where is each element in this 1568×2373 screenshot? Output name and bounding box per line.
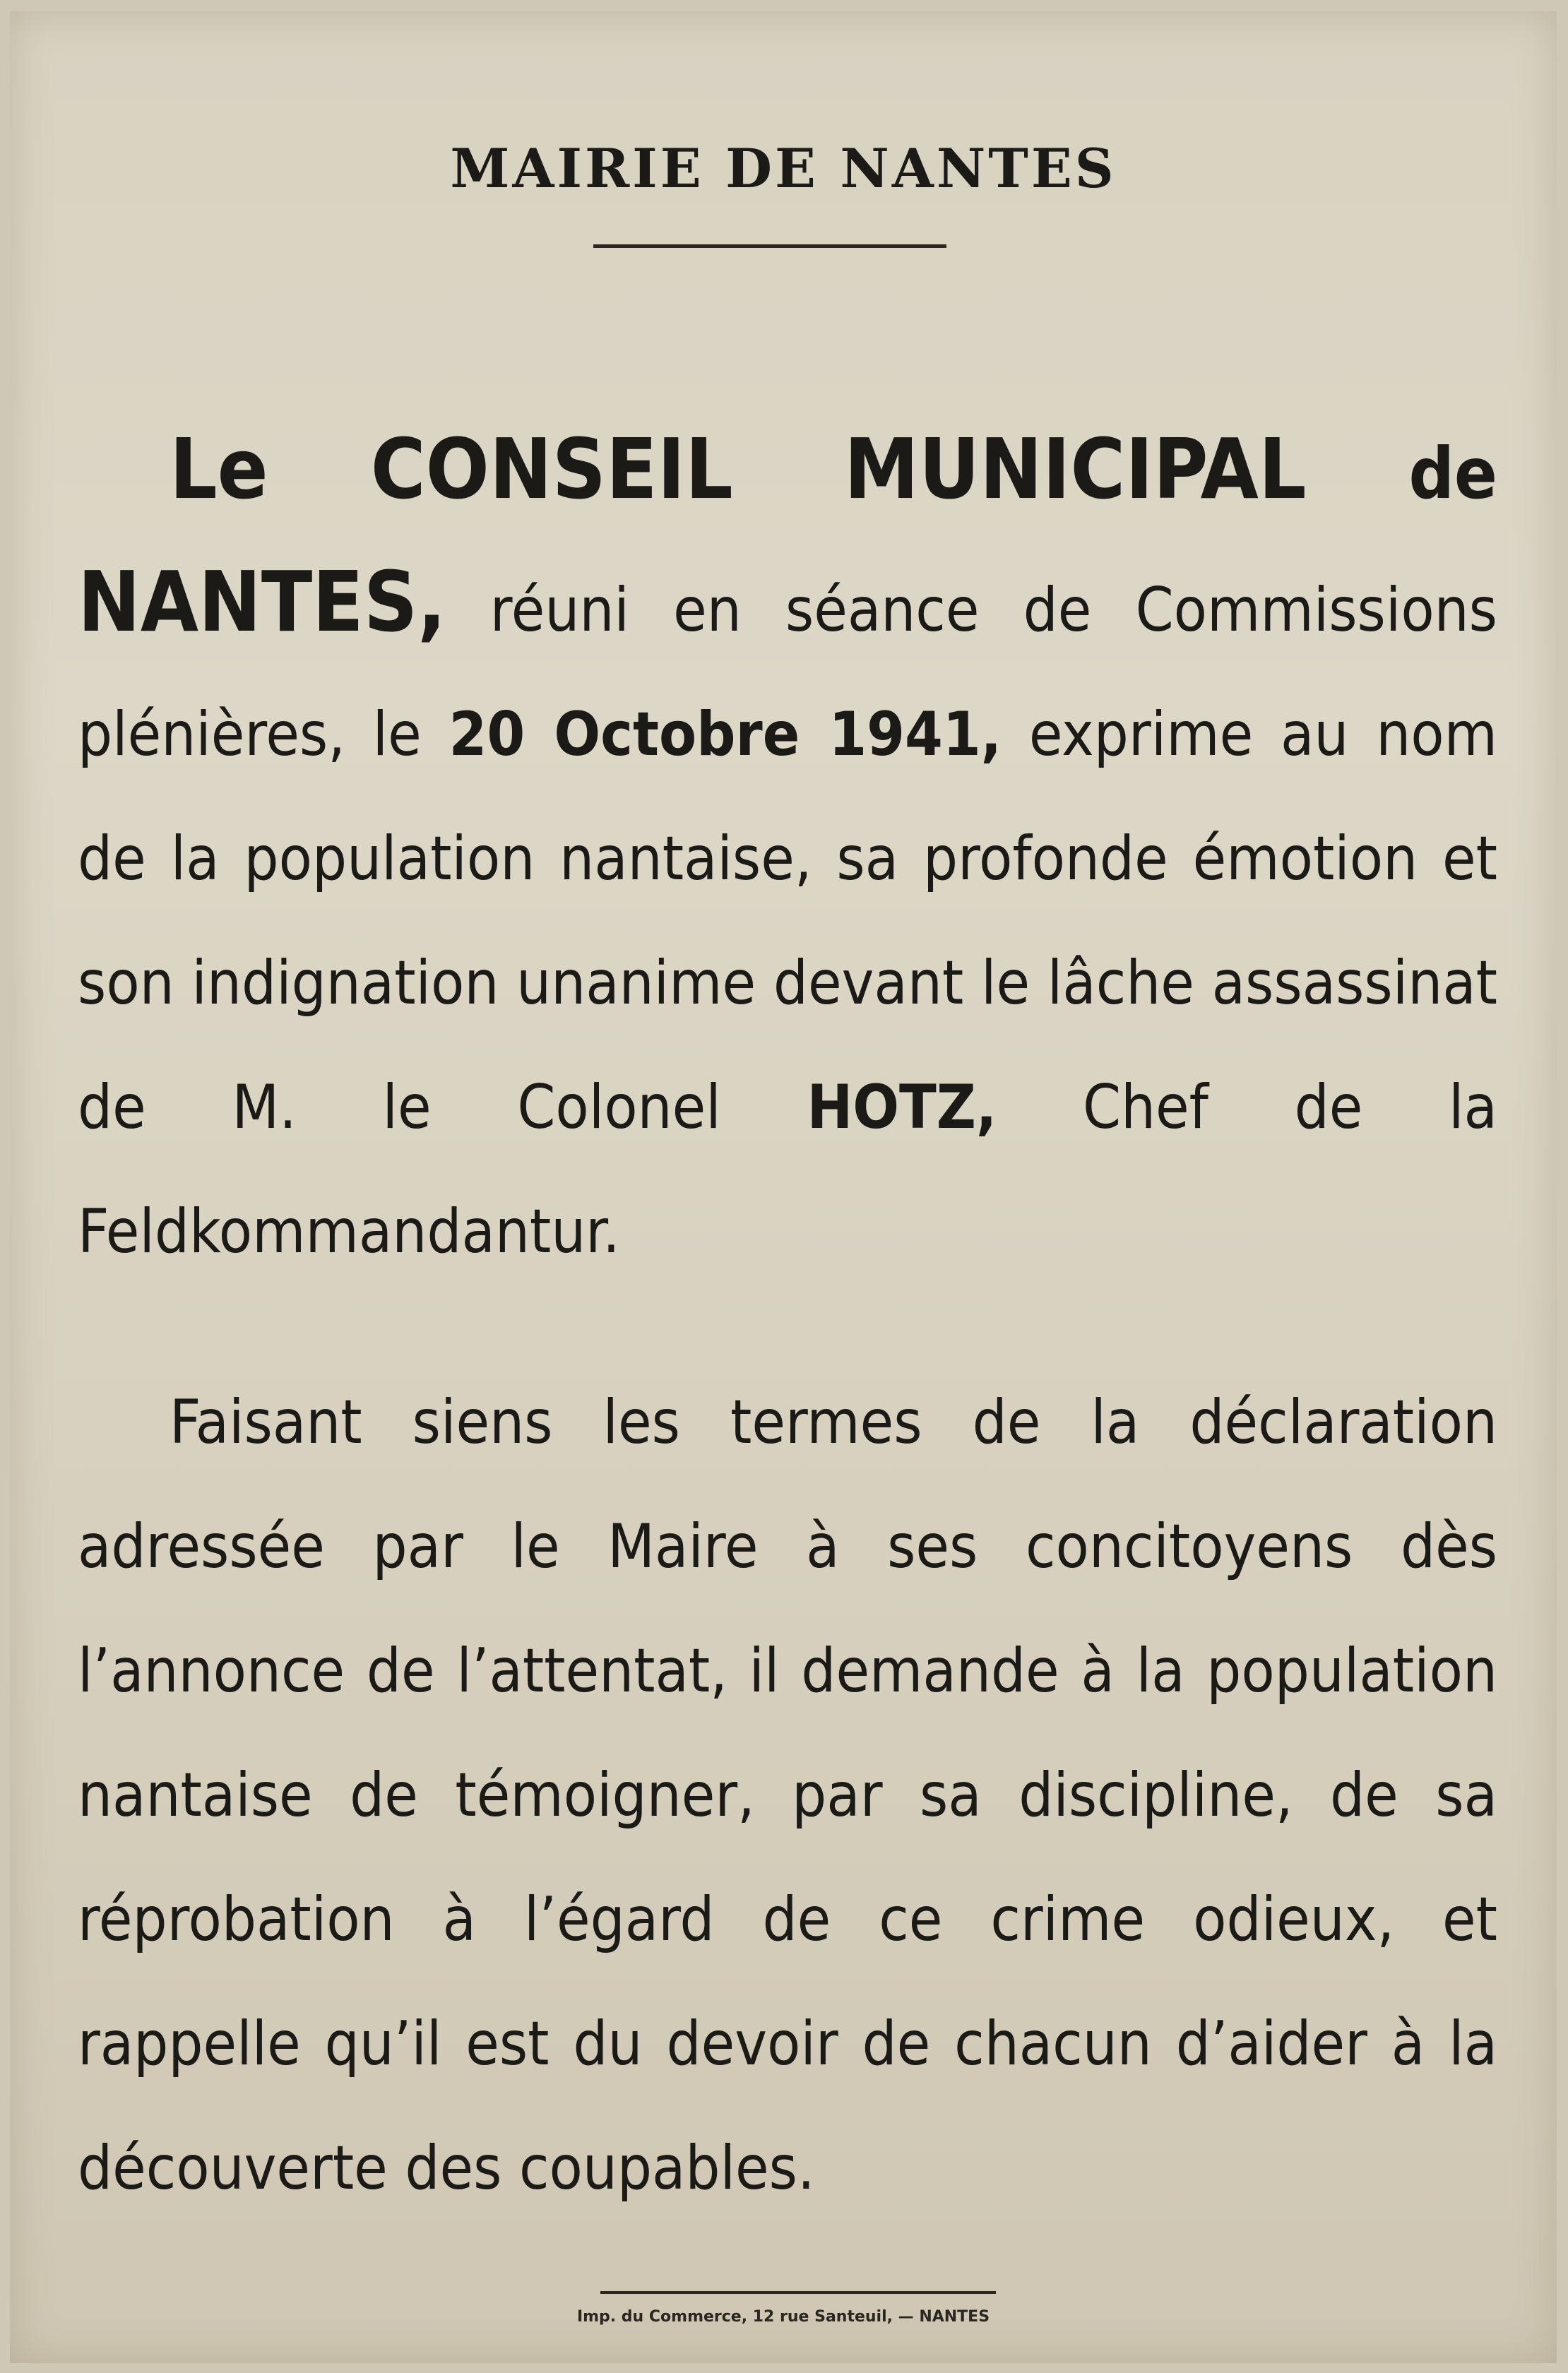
poster-heading: MAIRIE DE NANTES [450, 137, 1117, 200]
paragraph-1-end: Chef de la Feldkommandantur. [78, 1072, 1497, 1267]
poster-sheet [10, 11, 1557, 2363]
lead-de: de [1408, 432, 1497, 515]
imprint-rule [600, 2291, 996, 2294]
paragraph-1-date: 20 Octobre 1941, [449, 699, 1002, 770]
paragraph-2 [78, 1360, 1497, 2230]
heading-rule [593, 244, 946, 248]
paragraph-1 [78, 407, 1497, 1294]
paragraph-2-text: Faisant siens les termes de la déclaration adressée par le Maire à ses concitoyens dès l’annonce de l’attentat, il demande à la population nantaise de témoigner, par sa discipline, de sa réprobation à l’égard de ce crime odieux, et rappelle qu’il est du devoir de chacun d’aider à la découverte des coupables. [78, 1387, 1497, 2204]
paragraph-1-rest: exprime au nom de la population nantaise, sa profonde émotion et son indignation unanime devant le lâche assassinat de M. le Colonel [78, 699, 1497, 1143]
printer-imprint: Imp. du Commerce, 12 rue Santeuil, — NANTES [576, 2308, 990, 2326]
paragraph-1-name: HOTZ, [807, 1072, 997, 1143]
lead-nantes: NANTES, [78, 553, 446, 650]
paragraph-1-line2: réuni en séance de Commissions plénières, le [78, 575, 1497, 770]
lead-le: Le [170, 420, 268, 518]
lead-conseil: CONSEIL MUNICIPAL [370, 420, 1307, 518]
